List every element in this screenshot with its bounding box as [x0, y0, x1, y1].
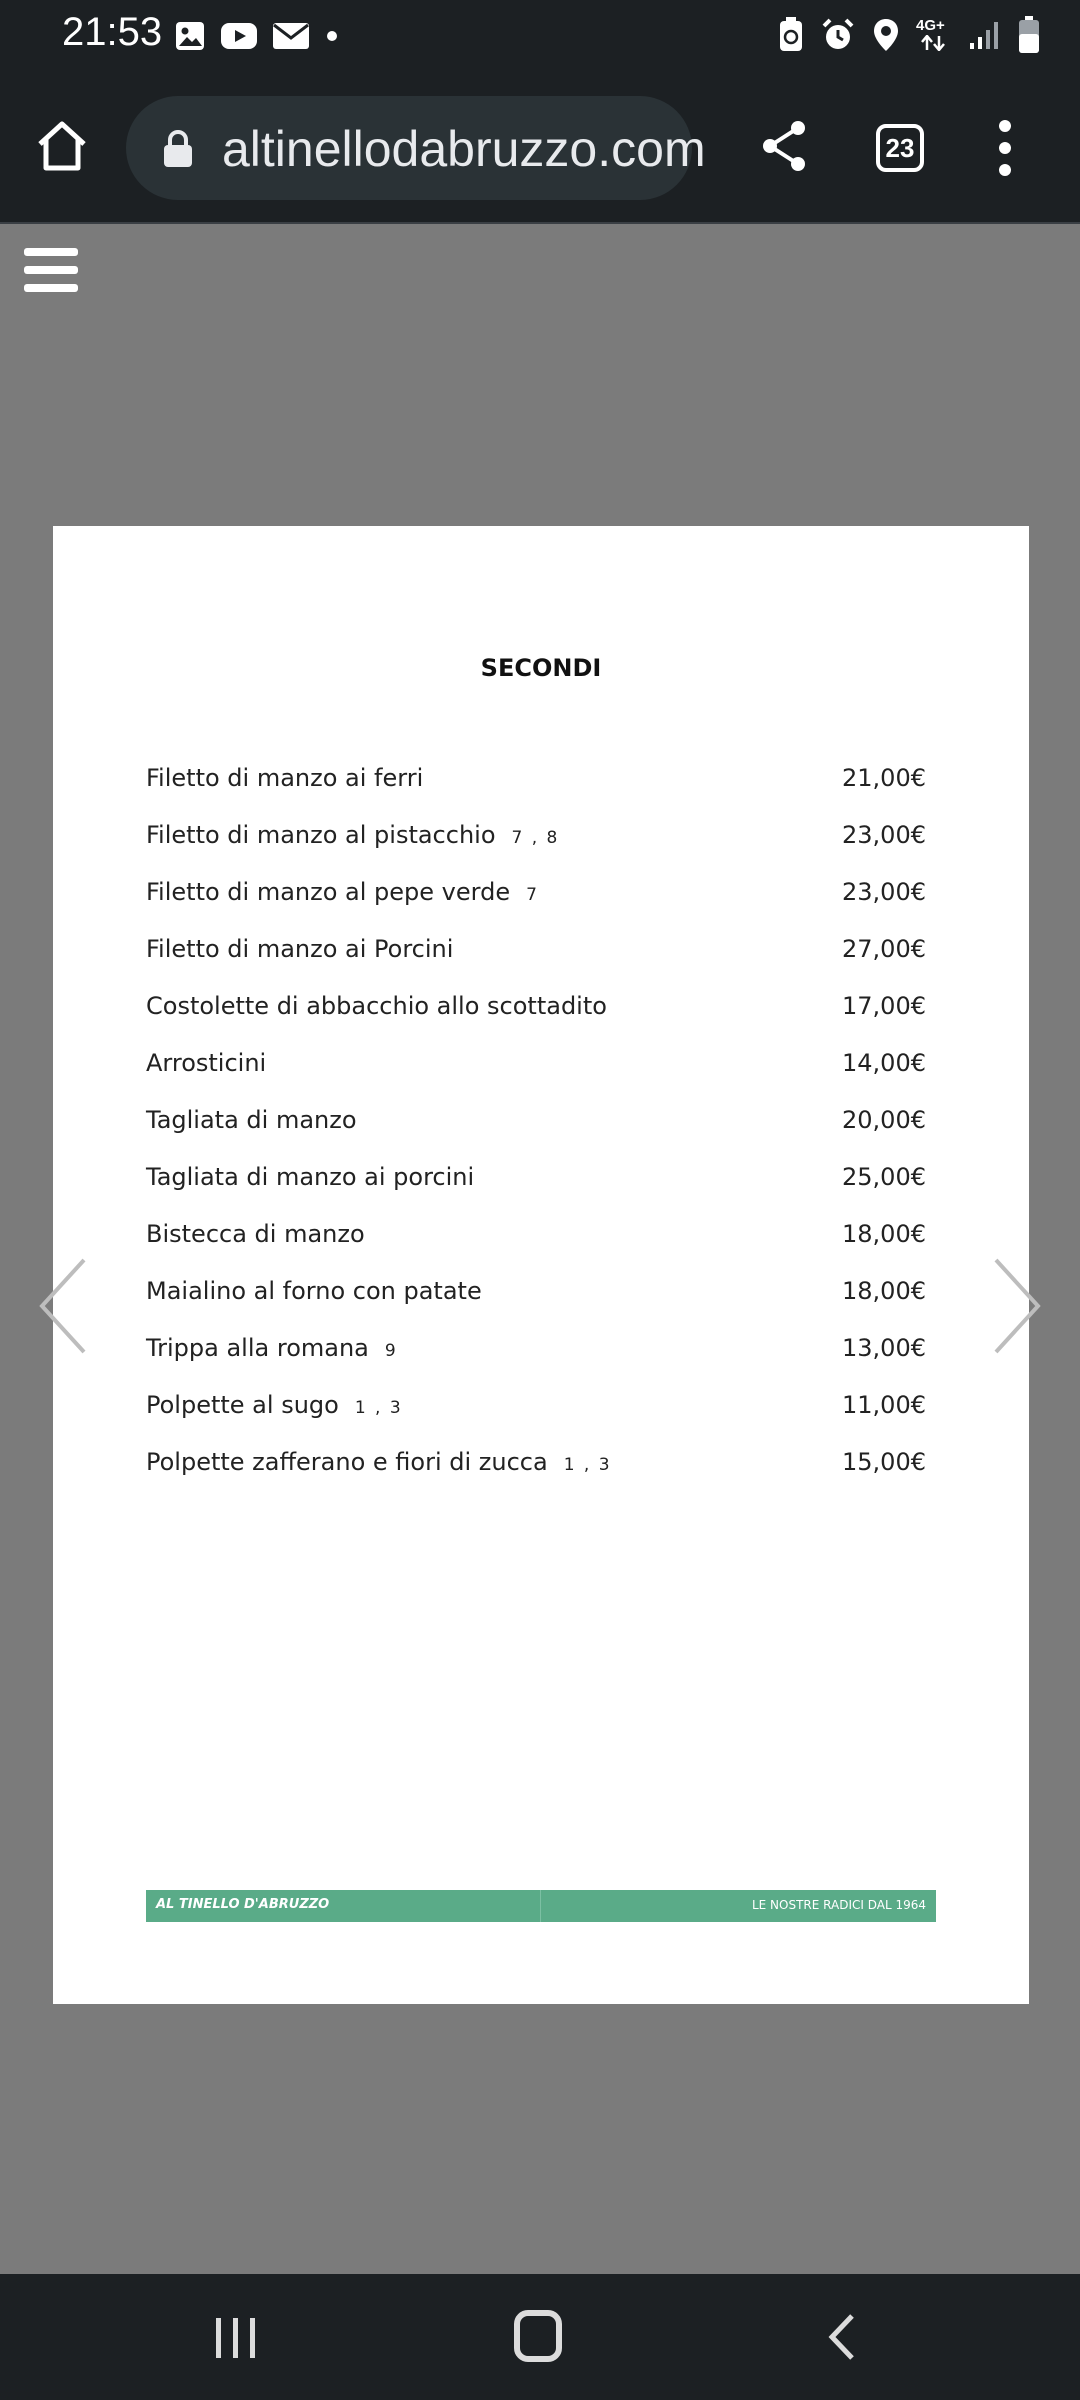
item-price: 25,00€ — [842, 1163, 926, 1191]
system-icons — [778, 16, 1040, 54]
tab-switcher-button[interactable]: 23 — [876, 124, 924, 172]
menu-item — [146, 1277, 926, 1334]
status-bar — [0, 0, 1080, 74]
menu-item — [146, 935, 926, 992]
menu-list — [146, 764, 926, 1505]
item-name: Tagliata di manzo ai porcini — [146, 1163, 475, 1191]
url-text[interactable]: altinellodabruzzo.com — [222, 121, 706, 177]
item-name: Filetto di manzo al pistacchio 7 , 8 — [146, 821, 560, 849]
image-icon — [174, 20, 206, 52]
chevron-left-icon[interactable] — [36, 1256, 90, 1356]
item-allergens: 7 — [526, 885, 539, 905]
item-price: 20,00€ — [842, 1106, 926, 1134]
item-name: Tagliata di manzo — [146, 1106, 357, 1134]
item-price: 15,00€ — [842, 1448, 926, 1476]
footer-tagline: LE NOSTRE RADICI DAL 1964 — [751, 1898, 926, 1912]
more-options-icon[interactable] — [990, 118, 1020, 178]
menu-item — [146, 992, 926, 1049]
site-menu-icon[interactable] — [24, 248, 78, 296]
footer-band — [146, 1890, 936, 1922]
item-name: Filetto di manzo ai ferri — [146, 764, 424, 792]
battery-saver-icon — [778, 17, 804, 53]
youtube-icon — [220, 22, 258, 50]
back-icon[interactable] — [822, 2312, 862, 2362]
item-price: 13,00€ — [842, 1334, 926, 1362]
battery-icon — [1018, 16, 1040, 54]
item-price: 17,00€ — [842, 992, 926, 1020]
item-name: Filetto di manzo ai Porcini — [146, 935, 454, 963]
item-allergens: 7 , 8 — [511, 828, 560, 848]
footer-restaurant-name: AL TINELLO D'ABRUZZO — [156, 1897, 330, 1912]
mail-icon — [272, 22, 310, 50]
address-bar[interactable] — [126, 96, 706, 200]
item-price: 18,00€ — [842, 1220, 926, 1248]
item-price: 18,00€ — [842, 1277, 926, 1305]
nav-home-icon[interactable] — [514, 2310, 562, 2362]
page-title: SECONDI — [480, 654, 602, 682]
menu-item — [146, 1049, 926, 1106]
system-navigation-bar — [0, 2274, 1080, 2400]
item-allergens: 9 — [384, 1341, 398, 1361]
status-time: 21:53 — [62, 10, 163, 54]
menu-item — [146, 878, 926, 935]
item-name: Filetto di manzo al pepe verde 7 — [146, 878, 539, 906]
menu-item — [146, 1448, 926, 1505]
item-price: 23,00€ — [842, 821, 926, 849]
browser-toolbar — [0, 74, 1080, 224]
menu-item — [146, 1391, 926, 1448]
item-allergens: 1 , 3 — [563, 1455, 612, 1475]
menu-document — [53, 526, 1029, 2004]
item-price: 23,00€ — [842, 878, 926, 906]
signal-icon — [968, 19, 1002, 51]
item-name: Polpette al sugo 1 , 3 — [146, 1391, 403, 1419]
menu-item — [146, 1334, 926, 1391]
item-price: 11,00€ — [842, 1391, 926, 1419]
menu-item — [146, 764, 926, 821]
item-name: Maialino al forno con patate — [146, 1277, 482, 1305]
menu-item — [146, 821, 926, 878]
network-type-label: 4G+ — [916, 17, 945, 34]
share-icon[interactable] — [756, 118, 812, 174]
item-price: 27,00€ — [842, 935, 926, 963]
item-name: Trippa alla romana 9 — [146, 1334, 398, 1362]
menu-item — [146, 1106, 926, 1163]
notification-icons — [174, 20, 340, 52]
location-icon — [872, 17, 900, 53]
item-name: Polpette zafferano e fiori di zucca 1 , 3 — [146, 1448, 612, 1476]
menu-item — [146, 1220, 926, 1277]
alarm-icon — [820, 17, 856, 53]
item-price: 21,00€ — [842, 764, 926, 792]
item-name: Arrosticini — [146, 1049, 267, 1077]
recents-icon[interactable] — [212, 2316, 260, 2360]
menu-item — [146, 1163, 926, 1220]
item-name: Bistecca di manzo — [146, 1220, 365, 1248]
item-name: Costolette di abbacchio allo scottadito — [146, 992, 607, 1020]
lock-icon — [162, 130, 194, 168]
footer-divider — [540, 1890, 541, 1922]
item-price: 14,00€ — [842, 1049, 926, 1077]
home-icon[interactable] — [34, 118, 90, 174]
item-allergens: 1 , 3 — [354, 1398, 403, 1418]
dot-icon — [324, 28, 340, 44]
chevron-right-icon[interactable] — [990, 1256, 1044, 1356]
network-4g-icon — [916, 17, 952, 53]
